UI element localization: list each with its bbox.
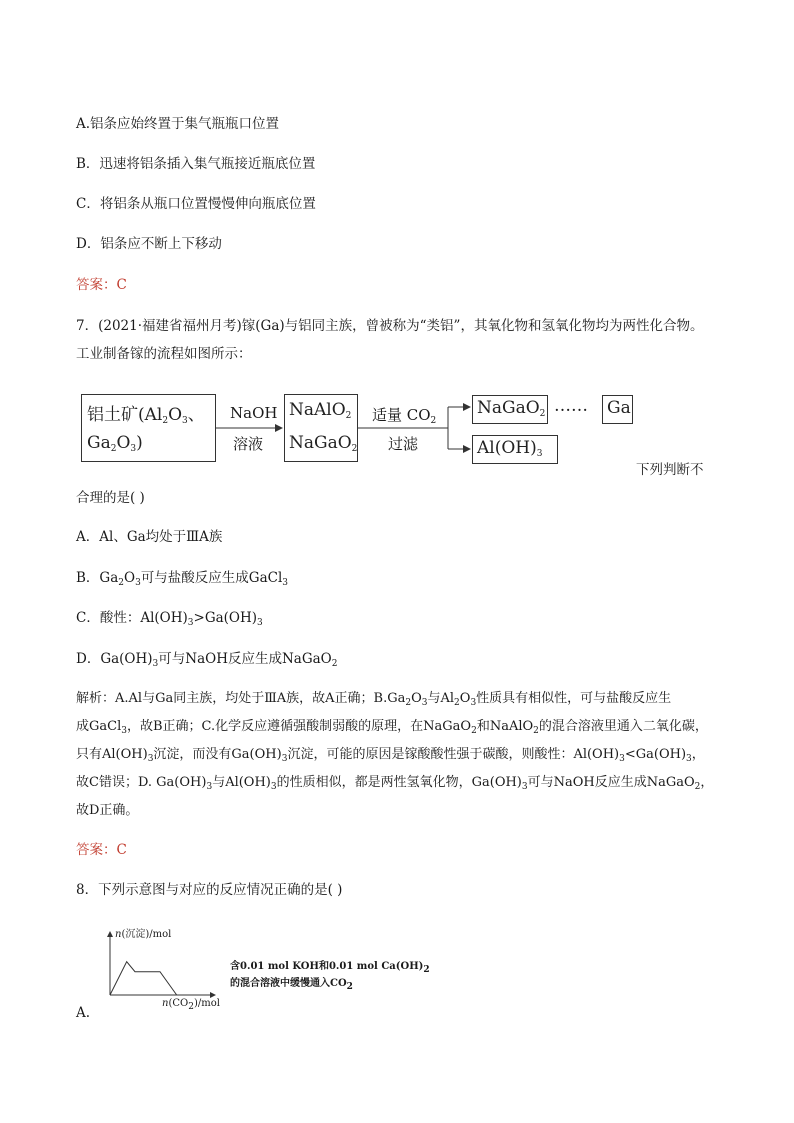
flow-box-ga-text: Ga <box>607 398 631 418</box>
flow-box-bauxite-line1: 铝土矿($Al_2O_3$、 <box>87 405 205 426</box>
q7-analysis-line3: 只有$Al(OH)_3$沉淀，而没有$Ga(OH)_3$沉淀，可能的原因是镓酸酸性强于碳酸，则酸性：$Al(OH)_3<Ga(OH)_3$， <box>76 747 705 764</box>
q8-option-a-label: A. <box>76 1005 91 1021</box>
q6-answer: 答案：C <box>76 277 127 293</box>
q7-analysis-line2: 成GaCl$_3$，故B正确；C.化学反应遵循强酸制弱酸的原理，在NaGaO$_2$和NaAlO$_2$的混合溶液里通入二氧化碳， <box>76 719 708 736</box>
q6-option-c: C．将铝条从瓶口位置慢慢伸向瓶底位置 <box>76 196 316 212</box>
flow-box-bauxite-line2: $Ga_2O_3$) <box>87 433 143 454</box>
chart-annotation-line1: 含0.01 mol KOH和0.01 mol $Ca(OH)_2$ <box>230 961 430 975</box>
chart-ylabel: n(沉淀)/mol <box>115 929 172 940</box>
flow-ellipsis: …… <box>554 396 588 416</box>
flow-box-bauxite <box>81 394 216 462</box>
flow-arrow2-reagent: 适量 $CO_2$ <box>372 406 437 426</box>
flow-arrow1-condition: 溶液 <box>233 435 264 453</box>
flow-arrow2-condition: 过滤 <box>388 435 419 453</box>
flow-box-aloh3 <box>472 435 558 464</box>
chart-annotation-line2: 的混合溶液中缓慢通入$CO_2$ <box>230 978 353 992</box>
flow-arrow1-reagent: NaOH <box>230 404 278 422</box>
flow-box-naalo2: NaAlO$_2$ <box>289 400 352 421</box>
q7-option-c: C．酸性：$Al(OH)_3>Ga(OH)_3$ <box>76 610 263 628</box>
q7-stem-line1: 7．(2021·福建省福州月考)镓(Ga)与铝同主族，曾被称为“类铝”，其氧化物和氢氧化物均为两性化合物。 <box>76 318 704 334</box>
q7-option-b: B．$Ga_2O_3$可与盐酸反应生成GaCl$_3$ <box>76 570 289 588</box>
q6-option-b: B．迅速将铝条插入集气瓶接近瓶底位置 <box>76 156 316 172</box>
chart-series-line <box>110 962 177 995</box>
q7-stem-tail: 下列判断不 <box>636 462 704 478</box>
q7-analysis-line5: 故D正确。 <box>76 803 139 818</box>
q6-option-a: A.铝条应始终置于集气瓶瓶口位置 <box>76 116 280 132</box>
flow-box-nagao2: NaGaO$_2$ <box>289 433 358 454</box>
chart-xlabel: $n(CO_2)$/mol <box>162 998 220 1012</box>
flow-box-nagao2-product <box>472 395 548 424</box>
q7-option-a: A．Al、Ga均处于ⅢA族 <box>76 529 223 545</box>
flow-box-nagao2-product-text: NaGaO$_2$ <box>477 398 546 419</box>
q7-analysis-line1: 解析：A.Al与Ga同主族，均处于ⅢA族，故A正确；$B.Ga_2O_3$与$Al_2O_3$性质具有相似性，可与盐酸反应生 <box>76 691 672 708</box>
q7-analysis-line4: 故C错误；D. $Ga(OH)_3$与$Al(OH)_3$的性质相似，都是两性氢氧化物，$Ga(OH)_3$可与NaOH反应生成NaGaO$_2$， <box>76 775 714 792</box>
flow-box-aluminate <box>284 394 358 462</box>
q6-option-d: D．铝条应不断上下移动 <box>76 236 222 252</box>
q8-stem: 8．下列示意图与对应的反应情况正确的是( ) <box>76 882 343 898</box>
q7-stem-line2: 工业制备镓的流程如图所示： <box>76 346 252 362</box>
flow-box-aloh3-text: $Al(OH)_3$ <box>477 438 543 459</box>
q7-stem-line3: 合理的是( ) <box>76 490 145 506</box>
q7-answer: 答案：C <box>76 842 127 858</box>
flow-box-ga <box>602 395 633 424</box>
q7-option-d: D．$Ga(OH)_3$可与NaOH反应生成NaGaO$_2$ <box>76 651 338 669</box>
